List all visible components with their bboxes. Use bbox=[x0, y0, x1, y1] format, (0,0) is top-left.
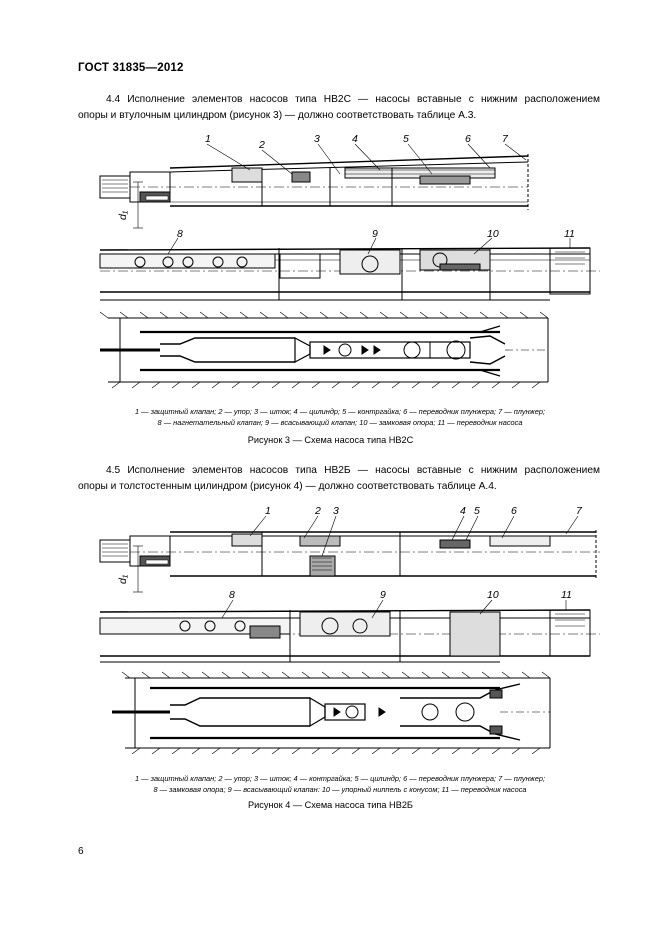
figure-3-legend-line2: 8 — нагнетательный клапан; 9 — всасывающий клапан; 10 — замковая опора; 11 — переводник насоса bbox=[157, 418, 523, 427]
fig4-callout-1: 1 bbox=[265, 505, 271, 517]
fig4-callout-8: 8 bbox=[229, 589, 235, 601]
fig3-callout-9: 9 bbox=[372, 228, 378, 240]
fig3-callout-2: 2 bbox=[259, 139, 265, 151]
fig3-callout-7: 7 bbox=[502, 133, 508, 145]
figure-4-callouts bbox=[117, 505, 583, 601]
figure-4-drawing bbox=[0, 500, 661, 770]
fig3-callout-1: 1 bbox=[205, 133, 211, 145]
section-4-5-line2: опоры и толстостенным цилиндром (рисунок 4) — должно соответствовать таблице А.4. bbox=[78, 481, 497, 492]
fig4-callout-2: 2 bbox=[315, 505, 321, 517]
figure-4-lower-assembly bbox=[100, 600, 600, 662]
section-4-4-line2: опоры и втулочным цилиндром (рисунок 3) — должно соответствовать таблице А.3. bbox=[78, 110, 477, 121]
fig3-callout-5: 5 bbox=[403, 133, 409, 145]
section-4-4-line1: 4.4 Исполнение элементов насосов типа НВ2С — насосы вставные с нижним расположением bbox=[106, 94, 600, 105]
page-number: 6 bbox=[78, 846, 84, 857]
section-4-5-line1: 4.5 Исполнение элементов насосов типа НВ2Б — насосы вставные с нижним расположением bbox=[106, 465, 600, 476]
figure-3-legend bbox=[60, 406, 620, 428]
fig3-callout-8: 8 bbox=[177, 228, 183, 240]
section-4-4-paragraph bbox=[78, 92, 600, 124]
fig3-callout-10: 10 bbox=[487, 228, 499, 240]
figure-3-schematic bbox=[100, 312, 548, 388]
figure-4-legend-line1: 1 — защитный клапан; 2 — упор; 3 — шток; 4 — контргайка; 5 — цилиндр; 6 — переводник плунжера; 7 — плунжер; bbox=[134, 774, 546, 783]
figure-3-caption: Рисунок 3 — Схема насоса типа НВ2С bbox=[247, 435, 414, 445]
fig3-callout-3: 3 bbox=[314, 133, 320, 145]
figure-3-drawing bbox=[0, 130, 661, 400]
fig3-callout-4: 4 bbox=[352, 133, 358, 145]
fig4-dimension-label: d₁ bbox=[117, 574, 129, 584]
fig4-callout-6: 6 bbox=[511, 505, 517, 517]
fig4-callout-4: 4 bbox=[460, 505, 466, 517]
fig4-callout-5: 5 bbox=[474, 505, 480, 517]
fig4-callout-7: 7 bbox=[576, 505, 582, 517]
figure-3-legend-line1: 1 — защитный клапан; 2 — упор; 3 — шток; 4 — цилиндр; 5 — контргайка; 6 — переводник плунжера; 7 — плунжер; bbox=[134, 407, 546, 416]
section-4-5-paragraph bbox=[78, 463, 600, 495]
fig4-callout-3: 3 bbox=[333, 505, 339, 517]
figure-3-callouts bbox=[117, 133, 575, 240]
fig3-dimension-label: d₁ bbox=[117, 210, 129, 220]
figure-4-caption: Рисунок 4 — Схема насоса типа НВ2Б bbox=[248, 800, 413, 810]
figure-3-lower-assembly bbox=[100, 238, 600, 300]
figure-4-legend bbox=[60, 773, 620, 795]
standard-header: ГОСТ 31835—2012 bbox=[78, 62, 184, 74]
figure-4-upper-assembly bbox=[100, 516, 600, 592]
fig4-callout-10: 10 bbox=[487, 589, 499, 601]
fig3-callout-6: 6 bbox=[465, 133, 471, 145]
figure-3-upper-assembly bbox=[100, 144, 528, 228]
figure-4-schematic bbox=[112, 672, 550, 754]
figure-4-legend-line2: 8 — замковая опора; 9 — всасывающий клапан: 10 — упорный ниппель с конусом; 11 — переводник насоса bbox=[153, 785, 527, 794]
fig4-callout-11: 11 bbox=[561, 589, 572, 601]
fig4-callout-9: 9 bbox=[380, 589, 386, 601]
fig3-callout-11: 11 bbox=[564, 228, 575, 240]
